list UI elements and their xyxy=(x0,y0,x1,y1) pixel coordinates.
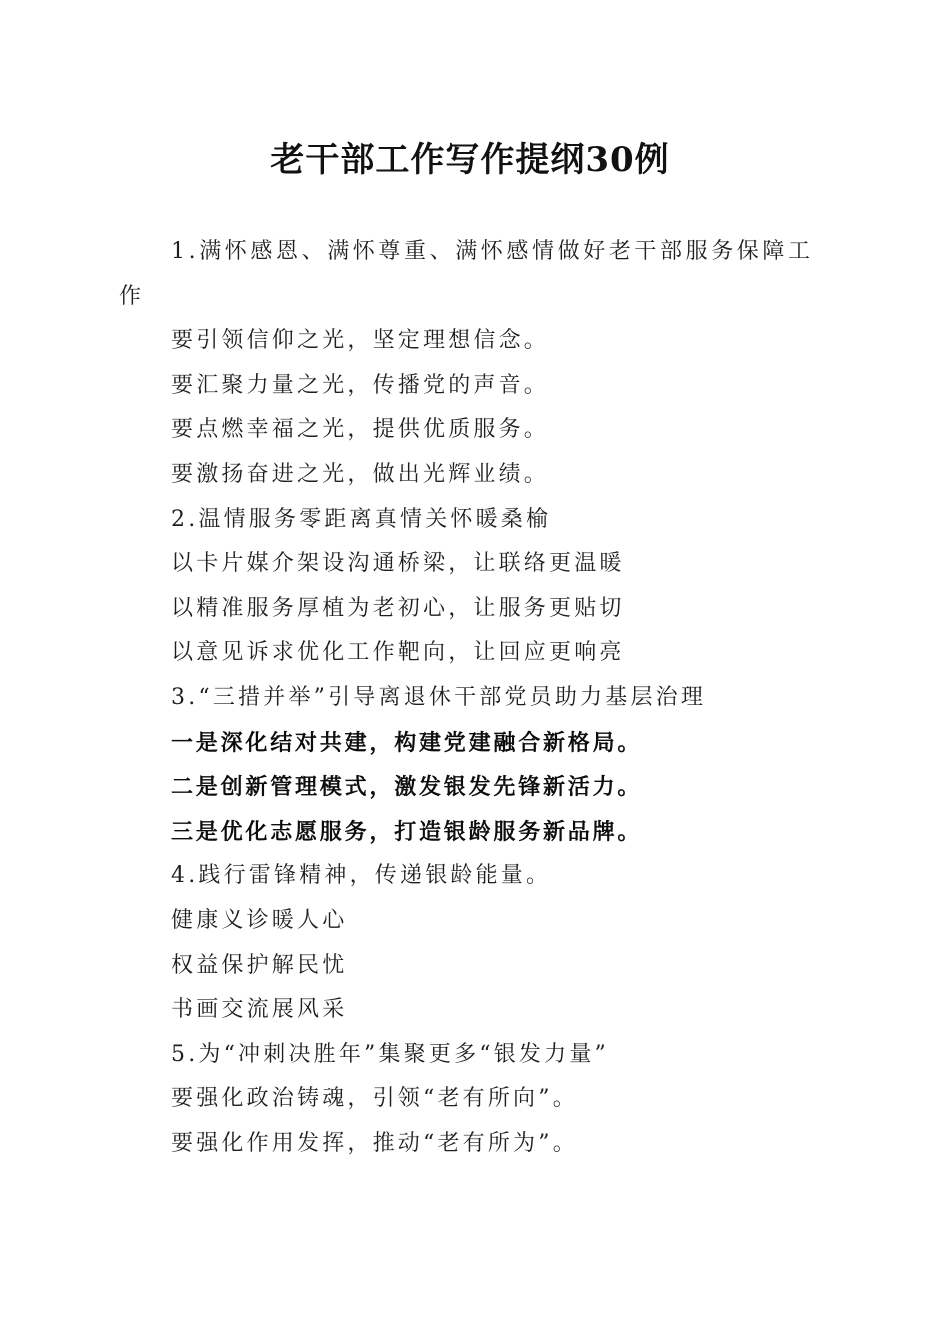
outline-heading-5: 5.为“冲刺决胜年”集聚更多“银发力量” xyxy=(171,1041,609,1067)
outline-heading-4: 4.践行雷锋精神，传递银龄能量。 xyxy=(171,863,552,889)
document-title: 老干部工作写作提纲30例 xyxy=(270,140,670,180)
outline-point: 二是创新管理模式，激发银发先锋新活力。 xyxy=(171,774,643,801)
outline-point: 要激扬奋进之光，做出光辉业绩。 xyxy=(171,461,550,487)
outline-heading-2: 2.温情服务零距离真情关怀暖桑榆 xyxy=(171,506,552,532)
outline-point: 三是优化志愿服务，打造银龄服务新品牌。 xyxy=(171,818,643,845)
outline-point: 书画交流展风采 xyxy=(171,997,348,1023)
outline-point: 要汇聚力量之光，传播党的声音。 xyxy=(171,372,550,398)
outline-point: 要引领信仰之光，坚定理想信念。 xyxy=(171,328,550,354)
outline-point: 以精准服务厚植为老初心，让服务更贴切 xyxy=(171,595,625,621)
document-body xyxy=(119,230,829,1166)
outline-point: 要强化作用发挥，推动“老有所为”。 xyxy=(171,1130,578,1156)
outline-point: 健康义诊暖人心 xyxy=(171,907,348,933)
outline-heading-1: 1.满怀感恩、满怀尊重、满怀感情做好老干部服务保障工 xyxy=(171,239,814,264)
outline-heading-3: 3.“三措并举”引导离退休干部党员助力基层治理 xyxy=(171,684,707,710)
outline-point: 以意见诉求优化工作靶向，让回应更响亮 xyxy=(171,640,625,666)
outline-point: 以卡片媒介架设沟通桥梁，让联络更温暖 xyxy=(171,551,625,577)
outline-heading-1-continuation: 作 xyxy=(119,283,145,309)
outline-point: 要强化政治铸魂，引领“老有所向”。 xyxy=(171,1086,578,1112)
outline-point: 一是深化结对共建，构建党建融合新格局。 xyxy=(171,729,643,756)
outline-point: 要点燃幸福之光，提供优质服务。 xyxy=(171,417,550,443)
outline-point: 权益保护解民忧 xyxy=(171,952,348,978)
